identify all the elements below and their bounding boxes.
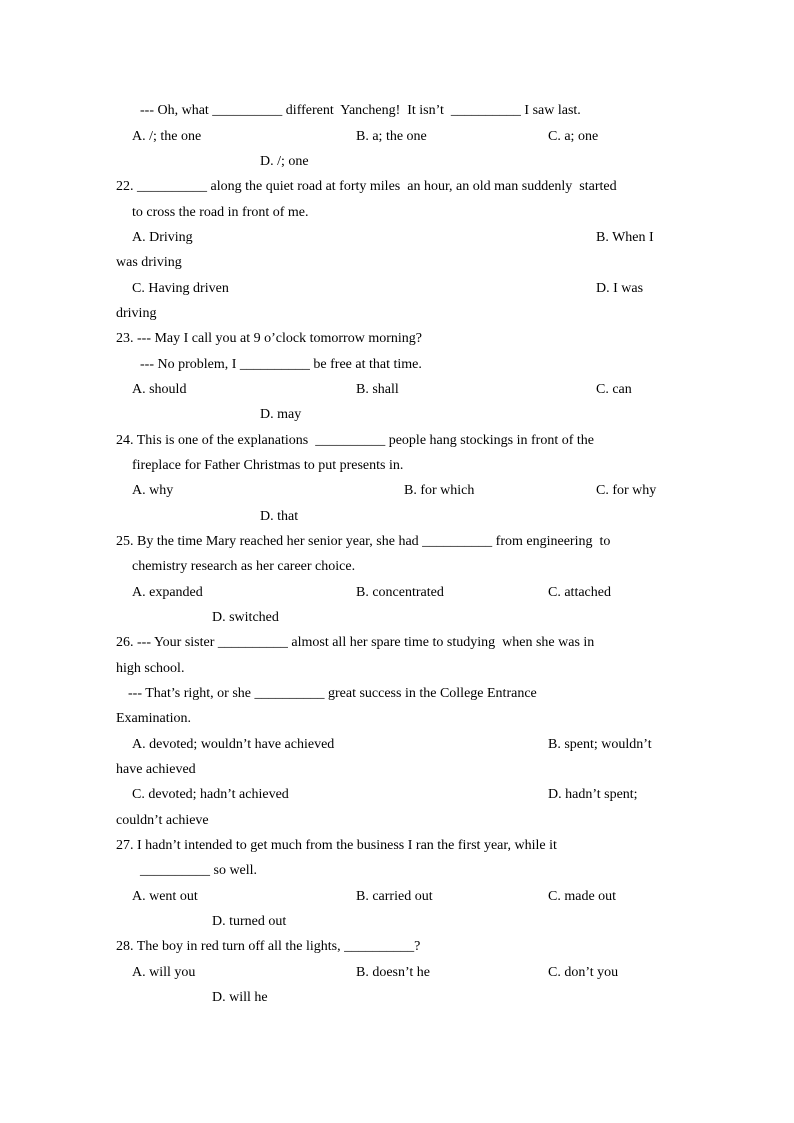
q26-option-a: A. devoted; wouldn’t have achieved <box>132 737 335 752</box>
q27-option-c: C. made out <box>548 889 617 904</box>
q26-reply: --- That’s right, or she __________ great success in the College Entrance <box>128 686 537 701</box>
q24-stem: 24. This is one of the explanations __________ people hang stockings in front of the <box>116 433 595 448</box>
q23-stem-cont: --- No problem, I __________ be free at that time. <box>140 357 422 372</box>
q26-option-d: D. hadn’t spent; <box>548 787 638 802</box>
q28-option-d: D. will he <box>212 990 268 1005</box>
q26-option-b-cont: have achieved <box>116 762 196 777</box>
q22-stem-cont: to cross the road in front of me. <box>132 205 309 220</box>
q25-option-a: A. expanded <box>132 585 203 600</box>
q25-option-c: C. attached <box>548 585 611 600</box>
q28-stem: 28. The boy in red turn off all the lights, __________? <box>116 939 421 954</box>
q27-stem: 27. I hadn’t intended to get much from the business I ran the first year, while it <box>116 838 557 853</box>
q26-stem: 26. --- Your sister __________ almost all her spare time to studying when she was in <box>116 635 595 650</box>
q25-stem: 25. By the time Mary reached her senior year, she had __________ from engineering to <box>116 534 611 549</box>
q26-option-b: B. spent; wouldn’t <box>548 737 652 752</box>
q22-option-c: C. Having driven <box>132 281 229 296</box>
q22-option-b: B. When I <box>596 230 654 245</box>
q23-stem: 23. --- May I call you at 9 o’clock tomorrow morning? <box>116 331 422 346</box>
q26-option-d-cont: couldn’t achieve <box>116 813 209 828</box>
q28-option-a: A. will you <box>132 965 196 980</box>
q23-option-b: B. shall <box>356 382 399 397</box>
q24-option-a: A. why <box>132 483 174 498</box>
q21-option-a: A. /; the one <box>132 129 202 144</box>
q27-option-b: B. carried out <box>356 889 433 904</box>
q21-option-d: D. /; one <box>260 154 309 169</box>
q23-option-c: C. can <box>596 382 632 397</box>
q26-option-c: C. devoted; hadn’t achieved <box>132 787 289 802</box>
q22-option-d-cont: driving <box>116 306 157 321</box>
q22-option-d: D. I was <box>596 281 644 296</box>
q21-stem: --- Oh, what __________ different Yancheng! It isn’t __________ I saw last. <box>140 103 581 118</box>
q22-option-b-cont: was driving <box>116 255 182 270</box>
q28-option-b: B. doesn’t he <box>356 965 431 980</box>
q24-stem-cont: fireplace for Father Christmas to put presents in. <box>132 458 404 473</box>
q25-option-b: B. concentrated <box>356 585 444 600</box>
q23-option-a: A. should <box>132 382 187 397</box>
q24-option-c: C. for why <box>596 483 657 498</box>
q24-option-b: B. for which <box>404 483 475 498</box>
q27-option-a: A. went out <box>132 889 198 904</box>
q27-option-d: D. turned out <box>212 914 287 929</box>
q27-stem-cont: __________ so well. <box>140 863 258 878</box>
q25-stem-cont: chemistry research as her career choice. <box>132 559 356 574</box>
q23-option-d: D. may <box>260 407 302 422</box>
q25-option-d: D. switched <box>212 610 279 625</box>
q24-option-d: D. that <box>260 509 299 524</box>
q26-stem-cont: high school. <box>116 661 185 676</box>
q26-reply-cont: Examination. <box>116 711 192 726</box>
q22-option-a: A. Driving <box>132 230 193 245</box>
q28-option-c: C. don’t you <box>548 965 619 980</box>
q22-stem: 22. __________ along the quiet road at forty miles an hour, an old man suddenly started <box>116 179 617 194</box>
q21-option-c: C. a; one <box>548 129 599 144</box>
q21-option-b: B. a; the one <box>356 129 427 144</box>
